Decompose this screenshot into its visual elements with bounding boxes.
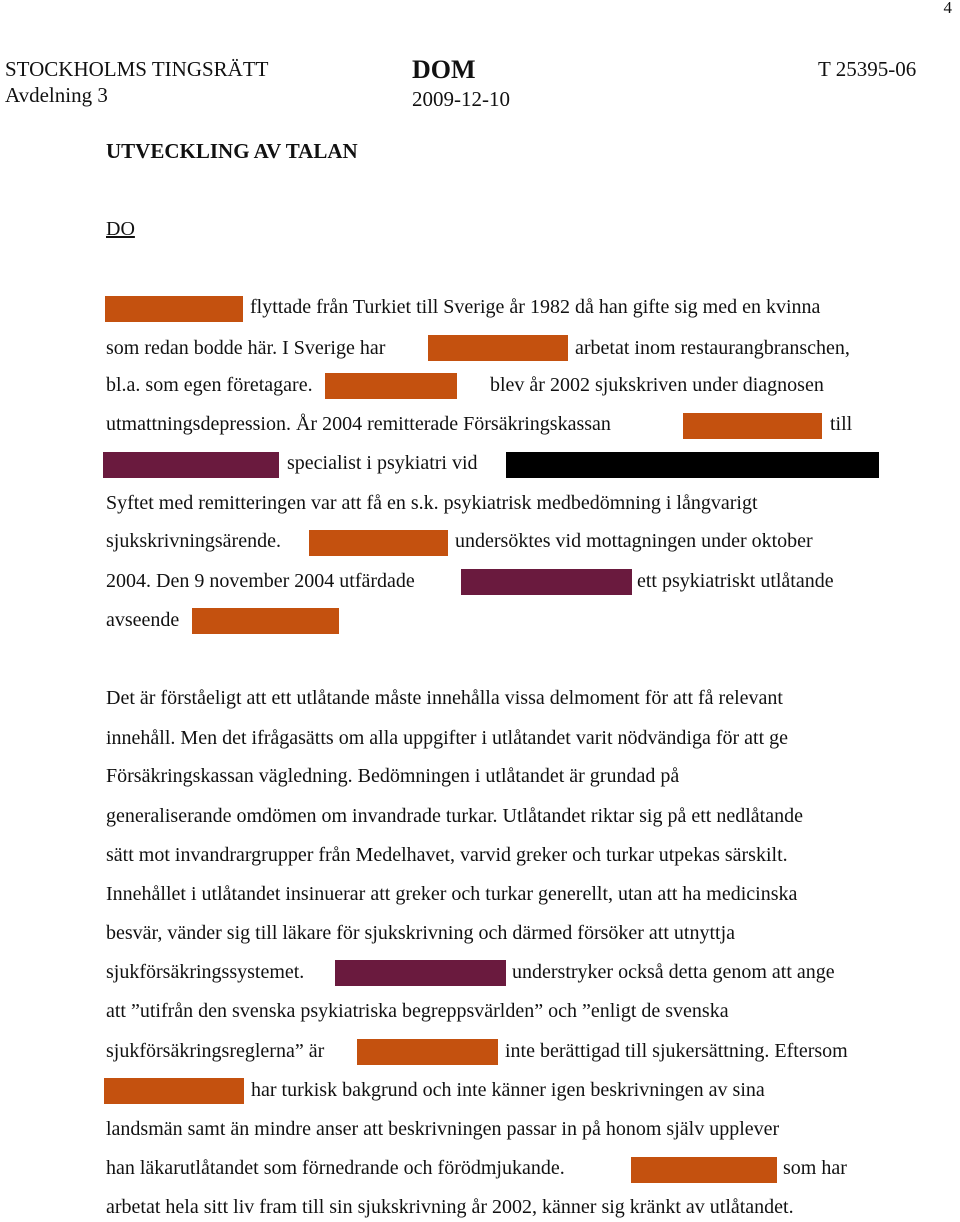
text-line: Det är förståeligt att ett utlåtande måste innehålla vissa delmoment för att få relevant xyxy=(106,687,783,709)
redaction-physician xyxy=(461,569,632,595)
text-line: understryker också detta genom att ange xyxy=(512,961,835,983)
text-line: Innehållet i utlåtandet insinuerar att greker och turkar generellt, utan att ha medicinska xyxy=(106,883,798,905)
text-line: undersöktes vid mottagningen under oktober xyxy=(455,530,813,552)
text-line: flyttade från Turkiet till Sverige år 1982 då han gifte sig med en kvinna xyxy=(250,296,821,318)
text-line: besvär, vänder sig till läkare för sjukskrivning och därmed försöker att utnyttja xyxy=(106,922,736,944)
text-line: inte berättigad till sjukersättning. Eftersom xyxy=(505,1040,848,1062)
text-line: Försäkringskassan vägledning. Bedömningen i utlåtandet är grundad på xyxy=(106,765,680,787)
redaction-physician xyxy=(335,960,506,986)
text-line: som har xyxy=(783,1157,847,1179)
text-line: arbetat inom restaurangbranschen, xyxy=(575,337,850,359)
text-line: att ”utifrån den svenska psykiatriska begreppsvärlden” och ”enligt de svenska xyxy=(106,1000,729,1022)
redaction-institution xyxy=(506,452,879,478)
text-line: han läkarutlåtandet som förnedrande och förödmjukande. xyxy=(106,1157,565,1179)
text-line: utmattningsdepression. År 2004 remitterade Försäkringskassan xyxy=(106,413,611,435)
redaction-physician xyxy=(103,452,279,478)
text-line: landsmän samt än mindre anser att beskrivningen passar in på honom själv upplever xyxy=(106,1118,780,1140)
redaction-person xyxy=(105,296,243,322)
text-line: blev år 2002 sjukskriven under diagnosen xyxy=(490,374,824,396)
text-line: sjukskrivningsärende. xyxy=(106,530,281,552)
document-date: 2009-12-10 xyxy=(412,87,510,111)
text-line: 2004. Den 9 november 2004 utfärdade xyxy=(106,570,415,592)
subsection-title: DO xyxy=(106,218,135,240)
text-line: sjukförsäkringssystemet. xyxy=(106,961,305,983)
court-name: STOCKHOLMS TINGSRÄTT xyxy=(5,57,269,81)
redaction-person xyxy=(309,530,448,556)
text-line: innehåll. Men det ifrågasätts om alla uppgifter i utlåtandet varit nödvändiga för att ge xyxy=(106,727,789,749)
document-type: DOM xyxy=(412,55,476,84)
text-line: till xyxy=(830,413,853,435)
redaction-person xyxy=(428,335,568,361)
section-title: UTVECKLING AV TALAN xyxy=(106,139,358,163)
redaction-person xyxy=(631,1157,777,1183)
text-line: har turkisk bakgrund och inte känner igen beskrivningen av sina xyxy=(251,1079,765,1101)
redaction-person xyxy=(192,608,339,634)
case-number: T 25395-06 xyxy=(818,57,917,81)
text-line: sätt mot invandrargrupper från Medelhavet, varvid greker och turkar utpekas särskilt. xyxy=(106,844,788,866)
redaction-person xyxy=(325,373,457,399)
text-line: sjukförsäkringsreglerna” är xyxy=(106,1040,325,1062)
text-line: som redan bodde här. I Sverige har xyxy=(106,337,386,359)
redaction-person xyxy=(683,413,822,439)
text-line: avseende xyxy=(106,609,180,631)
text-line: specialist i psykiatri vid xyxy=(287,452,478,474)
redaction-person xyxy=(104,1078,244,1104)
court-division: Avdelning 3 xyxy=(5,83,108,107)
text-line: Syftet med remitteringen var att få en s.k. psykiatrisk medbedömning i långvarigt xyxy=(106,492,758,514)
redaction-person xyxy=(357,1039,498,1065)
text-line: arbetat hela sitt liv fram till sin sjukskrivning år 2002, känner sig kränkt av utlåtandet. xyxy=(106,1196,794,1218)
text-line: generaliserande omdömen om invandrade turkar. Utlåtandet riktar sig på ett nedlåtande xyxy=(106,805,803,827)
text-line: bl.a. som egen företagare. xyxy=(106,374,313,396)
page-number: 4 xyxy=(943,0,952,17)
text-line: ett psykiatriskt utlåtande xyxy=(637,570,834,592)
